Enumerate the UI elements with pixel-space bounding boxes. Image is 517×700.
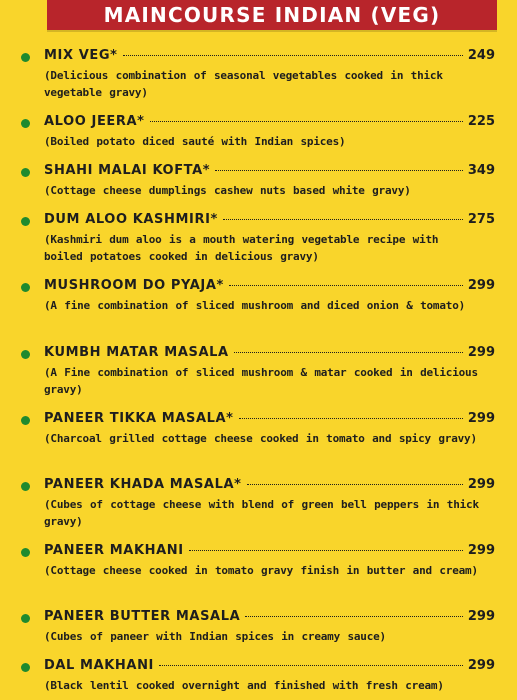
- item-name: DUM ALOO KASHMIRI*: [44, 212, 218, 227]
- bullet-icon: [21, 283, 30, 292]
- item-name-row: [44, 543, 495, 561]
- dotted-leader: [223, 219, 463, 220]
- menu-section-header: [47, 0, 497, 30]
- item-description: (Cottage cheese dumplings cashew nuts based white gravy): [44, 184, 411, 197]
- item-name: MUSHROOM DO PYAJA*: [44, 278, 224, 293]
- item-name-row: [44, 212, 495, 230]
- item-name: SHAHI MALAI KOFTA*: [44, 163, 211, 178]
- item-price: 225: [467, 114, 495, 129]
- item-description: (Cubes of cottage cheese with blend of green bell peppers in thick gravy): [44, 498, 479, 528]
- bullet-icon: [21, 217, 30, 226]
- dotted-leader: [123, 55, 463, 56]
- dotted-leader: [215, 170, 463, 171]
- bullet-icon: [21, 119, 30, 128]
- dotted-leader: [150, 121, 463, 122]
- item-description: (Black lentil cooked overnight and finished with fresh cream): [44, 679, 444, 692]
- item-description: (Delicious combination of seasonal vegetables cooked in thick vegetable gravy): [44, 69, 443, 99]
- dotted-leader: [159, 665, 463, 666]
- section-title: MAINCOURSE INDIAN (VEG): [103, 3, 441, 27]
- dotted-leader: [229, 285, 463, 286]
- item-price: 299: [467, 411, 495, 426]
- item-description: (Boiled potato diced sauté with Indian spices): [44, 135, 346, 148]
- item-price: 299: [467, 477, 495, 492]
- item-name: DAL MAKHANI: [44, 658, 154, 673]
- item-name: PANEER MAKHANI: [44, 543, 184, 558]
- item-price: 349: [467, 163, 495, 178]
- item-description: (A Fine combination of sliced mushroom & matar cooked in delicious gravy): [44, 366, 478, 396]
- dotted-leader: [239, 418, 463, 419]
- item-price: 249: [467, 48, 495, 63]
- item-name-row: [44, 163, 495, 181]
- bullet-icon: [21, 53, 30, 62]
- item-name-row: [44, 48, 495, 66]
- item-name-row: [44, 345, 495, 363]
- item-name-row: [44, 477, 495, 495]
- dotted-leader: [234, 352, 463, 353]
- item-name-row: [44, 278, 495, 296]
- dotted-leader: [189, 550, 463, 551]
- item-name: MIX VEG*: [44, 48, 118, 63]
- bullet-icon: [21, 548, 30, 557]
- item-name-row: [44, 114, 495, 132]
- item-price: 299: [467, 543, 495, 558]
- bullet-icon: [21, 482, 30, 491]
- item-price: 299: [467, 345, 495, 360]
- item-name: ALOO JEERA*: [44, 114, 145, 129]
- item-description: (Cubes of paneer with Indian spices in creamy sauce): [44, 630, 386, 643]
- item-name: KUMBH MATAR MASALA: [44, 345, 229, 360]
- bullet-icon: [21, 614, 30, 623]
- bullet-icon: [21, 416, 30, 425]
- item-description: (Kashmiri dum aloo is a mouth watering vegetable recipe with boiled potatoes cooked in delicious gravy): [44, 233, 439, 263]
- item-description: (A fine combination of sliced mushroom and diced onion & tomato): [44, 299, 466, 312]
- item-price: 275: [467, 212, 495, 227]
- bullet-icon: [21, 168, 30, 177]
- dotted-leader: [245, 616, 463, 617]
- item-price: 299: [467, 658, 495, 673]
- bullet-icon: [21, 663, 30, 672]
- item-description: (Charcoal grilled cottage cheese cooked in tomato and spicy gravy): [44, 432, 477, 445]
- item-price: 299: [467, 278, 495, 293]
- item-price: 299: [467, 609, 495, 624]
- bullet-icon: [21, 350, 30, 359]
- item-name: PANEER TIKKA MASALA*: [44, 411, 234, 426]
- dotted-leader: [247, 484, 463, 485]
- item-name-row: [44, 658, 495, 676]
- item-name-row: [44, 609, 495, 627]
- item-name-row: [44, 411, 495, 429]
- item-name: PANEER BUTTER MASALA: [44, 609, 241, 624]
- item-description: (Cottage cheese cooked in tomato gravy finish in butter and cream): [44, 564, 478, 577]
- item-name: PANEER KHADA MASALA*: [44, 477, 242, 492]
